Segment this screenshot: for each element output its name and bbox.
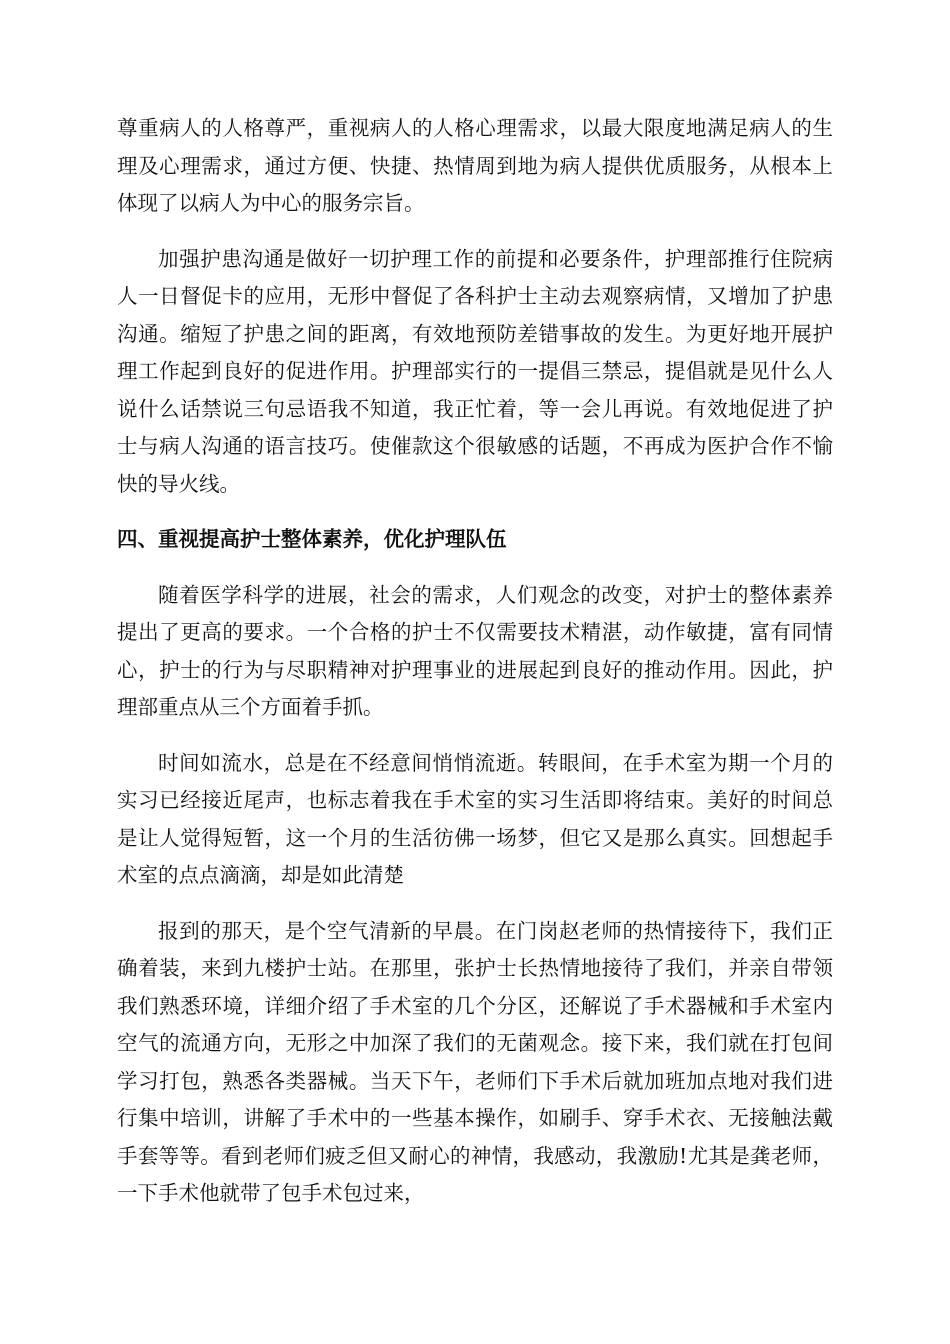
section-heading-4: 四、重视提高护士整体素养，优化护理队伍 bbox=[117, 527, 507, 551]
paragraph-nurse-patient-communication: 加强护患沟通是做好一切护理工作的前提和必要条件，护理部推行住院病人一日督促卡的应用，无形中督促了各科护士主动去观察病情，又增加了护患沟通。缩短了护患之间的距离，有效地预防差错事故的发生。为更好地开展护理工作起到良好的促进作用。护理部实行的一提倡三禁忌，提倡就是见什么人说什么话禁说三句忌语我不知道，我正忙着，等一会儿再说。有效地促进了护士与病人沟通的语言技巧。使催款这个很敏感的话题，不再成为医护合作不愉快的导火线。 bbox=[117, 246, 833, 496]
paragraph-nurse-quality: 随着医学科学的进展，社会的需求，人们观念的改变，对护士的整体素养提出了更高的要求。一个合格的护士不仅需要技术精湛，动作敏捷，富有同情心，护士的行为与尽职精神对护理事业的进展起到良好的推动作用。因此，护理部重点从三个方面着手抓。 bbox=[117, 582, 833, 719]
paragraph-patient-dignity: 尊重病人的人格尊严，重视病人的人格心理需求，以最大限度地满足病人的生理及心理需求，通过方便、快捷、热情周到地为病人提供优质服务，从根本上体现了以病人为中心的服务宗旨。 bbox=[117, 116, 833, 215]
paragraph-first-day: 报到的那天，是个空气清新的早晨。在门岗赵老师的热情接待下，我们正确着装，来到九楼护士站。在那里，张护士长热情地接待了我们，并亲自带领我们熟悉环境，详细介绍了手术室的几个分区，还解说了手术器械和手术室内空气的流通方向，无形之中加深了我们的无菌观念。接下来，我们就在打包间学习打包，熟悉各类器械。当天下午，老师们下手术后就加班加点地对我们进行集中培训，讲解了手术中的一些基本操作，如刷手、穿手术衣、无接触法戴手套等等。看到老师们疲乏但又耐心的神情，我感动，我激励!尤其是龚老师，一下手术他就带了包手术包过来， bbox=[117, 918, 833, 1205]
document-page bbox=[117, 110, 833, 1231]
paragraph-time-flies: 时间如流水，总是在不经意间悄悄流逝。转眼间，在手术室为期一个月的实习已经接近尾声，也标志着我在手术室的实习生活即将结束。美好的时间总是让人觉得短暂，这一个月的生活彷佛一场梦，但它又是那么真实。回想起手术室的点点滴滴，却是如此清楚 bbox=[117, 750, 833, 887]
